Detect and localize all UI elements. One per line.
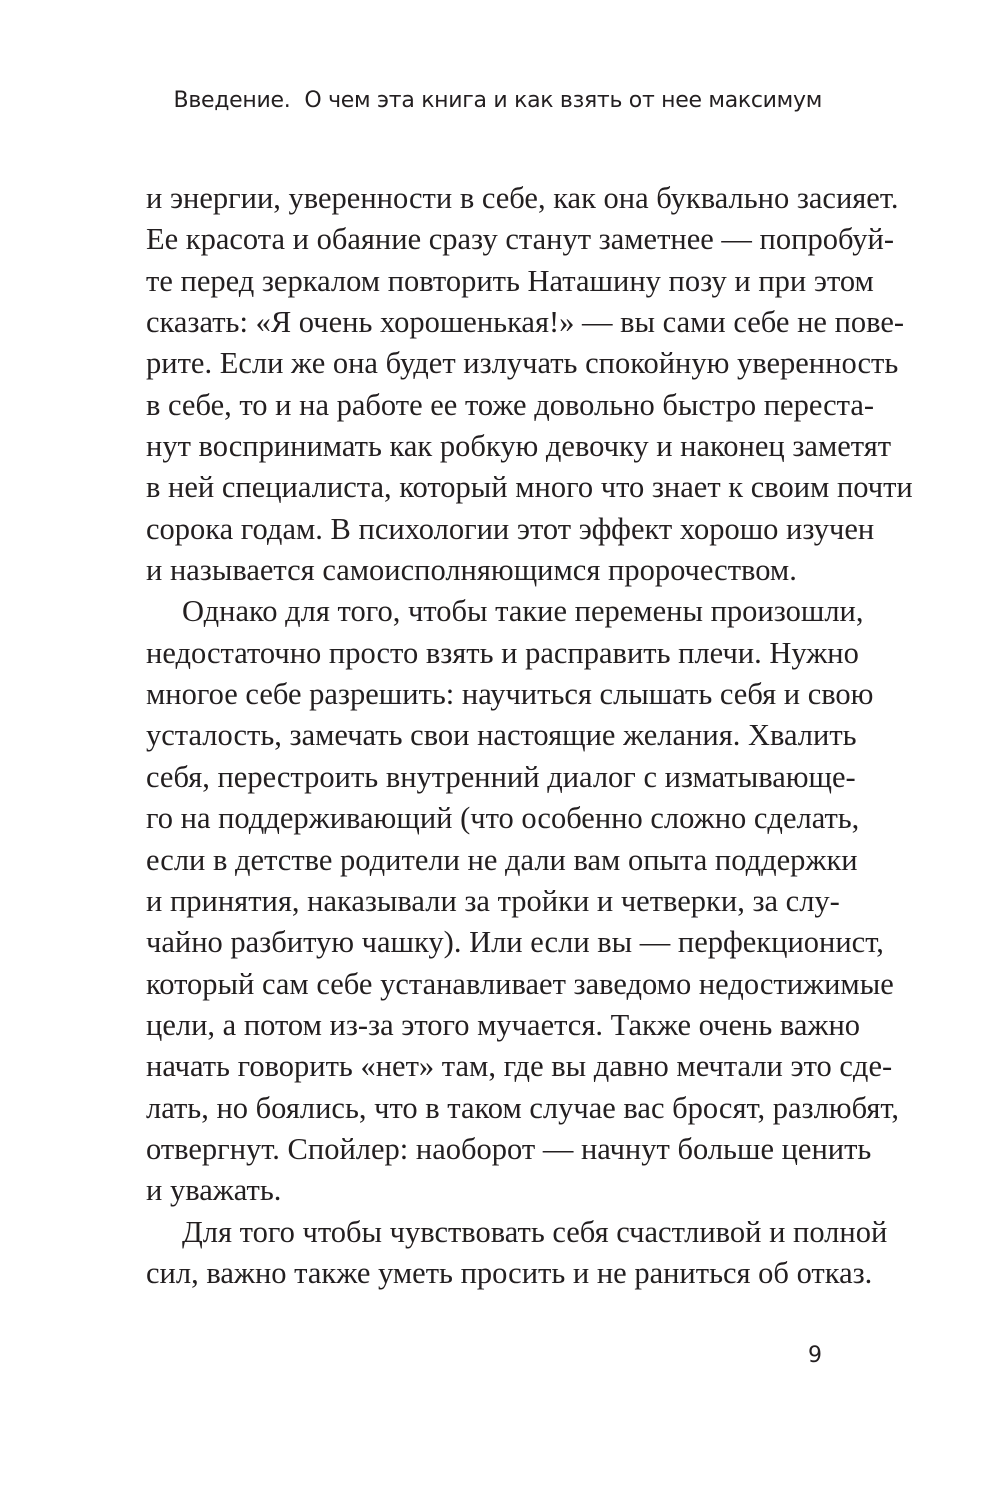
text-line: те перед зеркалом повторить Наташину позу и при этом: [146, 263, 874, 298]
text-line: если в детстве родители не дали вам опыта поддержки: [146, 842, 858, 877]
text-line: цели, а потом из-за этого мучается. Также очень важно: [146, 1007, 861, 1042]
text-line: Для того чтобы чувствовать себя счастливой и полной: [182, 1214, 888, 1249]
text-line: себя, перестроить внутренний диалог с изматывающе-: [146, 759, 856, 794]
text-line: многое себе разрешить: научиться слышать себя и свою: [146, 677, 874, 712]
text-line: начать говорить «нет» там, где вы давно мечтали это сде-: [146, 1049, 893, 1084]
text-line: в ней специалиста, который много что знает к своим почти: [146, 470, 913, 505]
text-line: Ее красота и обаяние сразу станут заметнее — попробуй-: [146, 222, 895, 257]
text-line: в себе, то и на работе ее тоже довольно быстро переста-: [146, 387, 875, 422]
text-line: отвергнут. Спойлер: наоборот — начнут больше ценить: [146, 1131, 872, 1166]
text-line: рите. Если же она будет излучать спокойную уверенность: [146, 346, 899, 381]
header-part-label: Введение.: [173, 88, 291, 113]
text-line: го на поддерживающий (что особенно сложно сделать,: [146, 801, 860, 836]
text-line: и принятия, наказывали за тройки и четверки, за слу-: [146, 883, 840, 918]
page-number: 9: [808, 1343, 822, 1368]
text-line: сказать: «Я очень хорошенькая!» — вы сами себе не пове-: [146, 305, 905, 340]
text-line: и энергии, уверенности в себе, как она буквально засияет.: [146, 181, 899, 215]
text-line: чайно разбитую чашку). Или если вы — перфекционист,: [146, 925, 884, 960]
text-line: и называется самоисполняющимся пророчеством.: [146, 553, 797, 588]
text-line: и уважать.: [146, 1173, 282, 1208]
running-header: [174, 88, 822, 113]
body-text: [146, 178, 913, 1294]
text-line: сил, важно также уметь просить и не раниться об отказ.: [146, 1255, 873, 1290]
header-chapter-title: О чем эта книга и как взять от нее максимум: [304, 88, 822, 113]
text-line: сорока годам. В психологии этот эффект хорошо изучен: [146, 511, 875, 546]
text-line: недостаточно просто взять и расправить плечи. Нужно: [146, 635, 859, 670]
text-line: нут воспринимать как робкую девочку и наконец заметят: [146, 429, 892, 464]
text-line: который сам себе устанавливает заведомо недостижимые: [146, 966, 894, 1001]
text-line: Однако для того, чтобы такие перемены произошли,: [182, 594, 864, 629]
text-line: лать, но боялись, что в таком случае вас бросят, разлюбят,: [146, 1090, 900, 1125]
text-line: усталость, замечать свои настоящие желания. Хвалить: [146, 718, 857, 753]
